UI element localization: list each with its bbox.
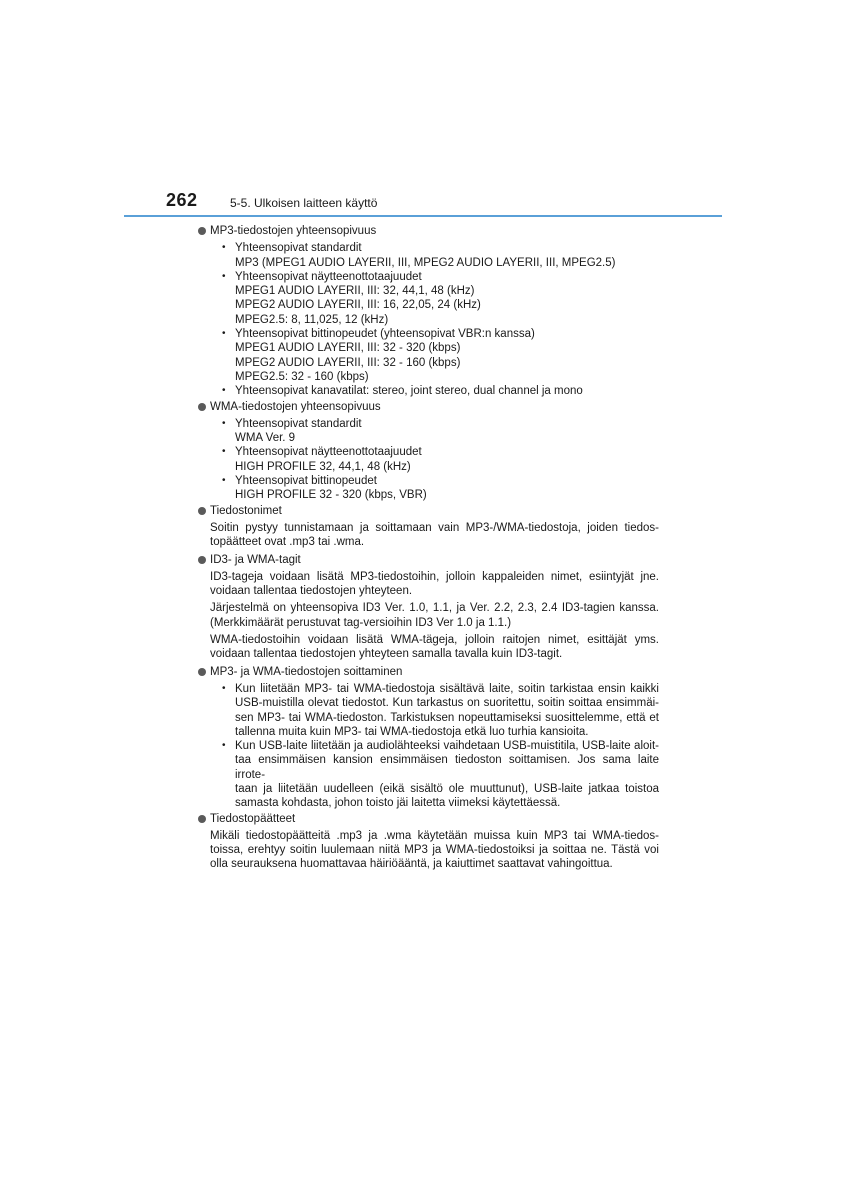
paragraph-line: Mikäli tiedostopäätteitä .mp3 ja .wma käytetään muissa kuin MP3 tai WMA-tiedos-: [210, 829, 659, 842]
list-item: [210, 384, 659, 398]
list-item-line: MPEG2.5: 32 - 160 (kbps): [235, 370, 369, 383]
sub-bullet-icon: •: [222, 270, 226, 282]
section-heading: Tiedostonimet: [210, 504, 282, 517]
list-item-line: HIGH PROFILE 32 - 320 (kbps, VBR): [235, 489, 427, 502]
paragraph-line: voidaan tallentaa tiedostojen yhteyteen.: [210, 585, 413, 598]
header-rule: [124, 215, 722, 217]
paragraph-line: WMA-tiedostoihin voidaan lisätä WMA-tägeja, jolloin raitojen nimet, esittäjät yms.: [210, 634, 659, 647]
paragraph: [210, 829, 659, 872]
list-item: [210, 474, 659, 503]
section-title: 5-5. Ulkoisen laitteen käyttö: [230, 196, 378, 210]
bullet-dot-icon: [198, 668, 206, 676]
paragraph-line: toissa, erehtyy soitin luulemaan niitä MP3 ja WMA-tiedostoiksi ja soittaa ne. Tästä voi: [210, 844, 659, 857]
list-item: [210, 327, 659, 384]
list-item-line: WMA Ver. 9: [235, 432, 296, 445]
list-item-line: Kun liitetään MP3- tai WMA-tiedostoja sisältävä laite, soitin tarkistaa ensin kaikki: [235, 682, 659, 695]
list-item-line: MPEG2 AUDIO LAYERII, III: 32 - 160 (kbps): [235, 356, 461, 369]
section-heading: WMA-tiedostojen yhteensopivuus: [210, 400, 381, 413]
sub-bullet-icon: •: [222, 740, 226, 752]
list-item-label: Yhteensopivat kanavatilat: stereo, joint stereo, dual channel ja mono: [235, 385, 583, 398]
section-playback: [197, 665, 659, 811]
bullet-dot-icon: [198, 556, 206, 564]
paragraph-line: voidaan tallentaa tiedostojen yhteyteen samalla tavalla kuin ID3-tagit.: [210, 648, 563, 661]
bullet-dot-icon: [198, 507, 206, 515]
list-item-line: taa ensimmäisen kansion ensimmäisen tiedoston soittamisen. Jos sama laite irrote-: [235, 754, 659, 781]
list-item-line: MPEG2 AUDIO LAYERII, III: 16, 22,05, 24 (kHz): [235, 299, 481, 312]
sub-bullet-icon: •: [222, 328, 226, 340]
list-item-line: MPEG1 AUDIO LAYERII, III: 32 - 320 (kbps): [235, 342, 461, 355]
list-item-label: Yhteensopivat standardit: [235, 242, 362, 255]
list-item-line: Kun USB-laite liitetään ja audiolähteeksi vaihdetaan USB-muistitila, USB-laite aloit-: [235, 740, 659, 753]
sub-list: [210, 417, 659, 503]
sub-bullet-icon: •: [222, 242, 226, 254]
list-item-label: Yhteensopivat näytteenottotaajuudet: [235, 270, 422, 283]
section-heading: Tiedostopäätteet: [210, 812, 296, 825]
sub-bullet-icon: •: [222, 475, 226, 487]
paragraph-line: ID3-tageja voidaan lisätä MP3-tiedostoihin, jolloin kappaleiden nimet, esiintyjät jne.: [210, 570, 659, 583]
list-item: [210, 739, 659, 810]
paragraph: [210, 601, 659, 630]
list-item-label: Yhteensopivat bittinopeudet (yhteensopivat VBR:n kanssa): [235, 328, 535, 341]
paragraph-line: Järjestelmä on yhteensopiva ID3 Ver. 1.0, 1.1, ja Ver. 2.2, 2.3, 2.4 ID3-tagien kanssa.: [210, 602, 659, 615]
sub-bullet-icon: •: [222, 446, 226, 458]
section-wma-compat: [197, 400, 659, 503]
list-item-line: taan ja liitetään uudelleen (eikä sisältö ole muuttunut), USB-laite jatkaa toistoa: [235, 782, 659, 795]
list-item-line: MPEG2.5: 8, 11,025, 12 (kHz): [235, 313, 389, 326]
list-item-label: Yhteensopivat standardit: [235, 417, 362, 430]
list-item: [210, 417, 659, 446]
list-item: [210, 445, 659, 474]
section-heading: MP3-tiedostojen yhteensopivuus: [210, 225, 377, 237]
section-file-extensions: [197, 812, 659, 826]
page-content: [197, 224, 659, 875]
section-mp3-compat: [197, 224, 659, 399]
list-item-label: Yhteensopivat näytteenottotaajuudet: [235, 446, 422, 459]
page-number: 262: [166, 190, 198, 210]
list-item-line: MPEG1 AUDIO LAYERII, III: 32, 44,1, 48 (kHz): [235, 285, 475, 298]
list-item: [210, 241, 659, 270]
paragraph-line: topäätteet ovat .mp3 tai .wma.: [210, 536, 365, 549]
list-item-line: sen MP3- tai WMA-tiedoston. Tarkistuksen nopeuttamiseksi suosittelemme, että et: [235, 711, 659, 724]
sub-list: [210, 682, 659, 811]
sub-bullet-icon: •: [222, 385, 226, 397]
paragraph-line: Soitin pystyy tunnistamaan ja soittamaan vain MP3-/WMA-tiedostoja, joiden tiedos-: [210, 521, 659, 534]
list-item-line: MP3 (MPEG1 AUDIO LAYERII, III, MPEG2 AUDIO LAYERII, III, MPEG2.5): [235, 256, 616, 269]
list-item-line: tallenna muita kuin MP3- tai WMA-tiedostoja etkä luo turhia kansioita.: [235, 725, 589, 738]
bullet-dot-icon: [198, 403, 206, 411]
list-item: [210, 270, 659, 327]
paragraph: [210, 633, 659, 662]
sub-list: [210, 241, 659, 398]
page-header: [0, 188, 848, 222]
section-heading: ID3- ja WMA-tagit: [210, 553, 301, 566]
list-item-line: samasta kohdasta, johon toisto jäi laitetta viimeksi käytettäessä.: [235, 797, 561, 810]
sub-bullet-icon: •: [222, 682, 226, 694]
paragraph-line: (Merkkimäärät perustuvat tag-versioihin ID3 Ver 1.0 ja 1.1.): [210, 616, 512, 629]
list-item-line: HIGH PROFILE 32, 44,1, 48 (kHz): [235, 460, 411, 473]
bullet-dot-icon: [198, 815, 206, 823]
paragraph: [210, 570, 659, 599]
list-item-label: Yhteensopivat bittinopeudet: [235, 475, 377, 488]
bullet-dot-icon: [198, 227, 206, 235]
paragraph-line: olla seurauksena huomattavaa häiriöääntä, ja kaiuttimet saattavat vahingoittua.: [210, 858, 613, 871]
section-filenames: [197, 504, 659, 518]
sub-bullet-icon: •: [222, 417, 226, 429]
list-item: [210, 682, 659, 739]
section-heading: MP3- ja WMA-tiedostojen soittaminen: [210, 665, 403, 678]
section-id3-tags: [197, 553, 659, 567]
paragraph: [210, 521, 659, 550]
list-item-line: USB-muistilla olevat tiedostot. Kun tarkastus on suoritettu, soitin soittaa ensimmäi-: [235, 697, 659, 710]
